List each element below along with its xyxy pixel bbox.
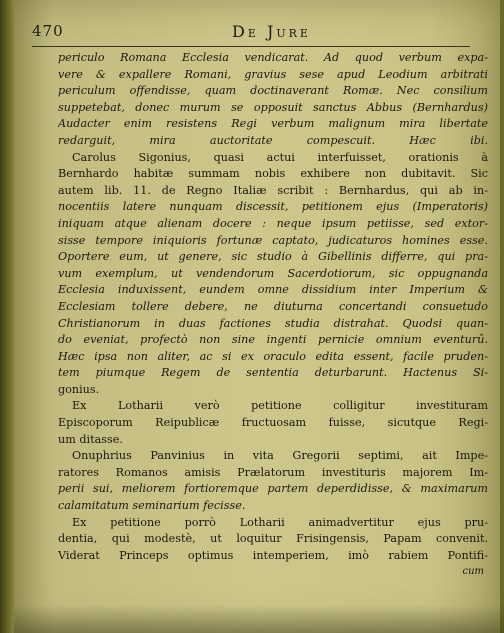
running-title: De Jure — [232, 22, 311, 41]
text-line: Ecclesia induxissent, eundem omne dissidium inter Imperium & — [58, 283, 488, 297]
page-header — [32, 22, 482, 46]
text-line: perii sui, meliorem fortioremque partem deperdidisse, & maximarum — [58, 482, 488, 496]
header-rule — [32, 46, 470, 47]
text-line: Hæc ipsa non aliter, ac si ex oraculo edita essent, facile pruden- — [58, 349, 488, 363]
catchword: cum — [462, 566, 484, 577]
text-line: Ex petitione porrò Lotharii animadvertitur ejus pru- — [72, 515, 488, 529]
text-line: autem lib. 11. de Regno Italiæ scribit : Bernhardus, qui ab in- — [58, 183, 488, 197]
text-line: Audacter enim resistens Regi verbum malignum mira libertate — [58, 117, 488, 131]
text-line: do eveniat, profectò non sine ingenti pernicie omnium eventurû. — [58, 333, 488, 347]
text-line: Ex Lotharii verò petitione colligitur investituram — [72, 399, 488, 413]
page-bottom-shadow — [14, 605, 504, 633]
text-line: Oportere eum, ut genere, sic studio à Gibellinis differre, qui pra- — [58, 250, 488, 264]
book-page — [14, 0, 500, 633]
text-line: Episcoporum Reipublicæ fructuosam fuisse, sicutque Regi- — [58, 416, 488, 430]
body-text — [58, 50, 488, 576]
text-line: vum exemplum, ut vendendorum Sacerdotiorum, sic oppugnanda — [58, 266, 488, 280]
text-line: periculo Romana Ecclesia vendicarat. Ad quod verbum expa- — [58, 51, 488, 64]
text-line: Carolus Sigonius, quasi actui interfuisset, orationis à — [72, 150, 488, 164]
text-line: redarguit, mira auctoritate compescuit. Hæc ibi. — [58, 133, 488, 147]
text-line: dentia, qui modestè, ut loquitur Frisingensis, Papam convenit. — [58, 532, 488, 546]
text-line: Onuphrius Panvinius in vita Gregorii septimi, ait Impe- — [72, 449, 488, 463]
text-line: vere & expallere Romani, gravius sese apud Leodium arbitrati — [58, 67, 488, 81]
text-line: gonius. — [58, 382, 100, 396]
text-line: tem piumque Regem de sententia deturbarunt. Hactenus Si- — [58, 366, 488, 380]
text-line: periculum offendisse, quam doctinaverant Romæ. Nec consilium — [58, 84, 488, 98]
text-line: ratores Romanos amisis Prælatorum investituris majorem Im- — [58, 465, 488, 479]
text-line: suppetebat, donec murum se opposuit sanctus Abbus (Bernhardus) — [58, 100, 488, 114]
text-line: Viderat Princeps optimus intemperiem, imò rabiem Pontifi- — [58, 548, 488, 562]
text-line: nocentiis latere nunquam discessit, petitionem ejus (Imperatoris) — [58, 200, 488, 214]
text-line: calamitatum seminarium fecisse. — [58, 499, 246, 513]
text-line: Christianorum in duas factiones studia distrahat. Quodsi quan- — [58, 316, 488, 330]
text-line: iniquam atque alienam docere : neque ipsum petiisse, sed extor- — [58, 216, 488, 230]
page-number: 470 — [32, 22, 64, 40]
binding-edge — [0, 0, 14, 633]
text-line: Ecclesiam tollere debere, ne diuturna concertandi consuetudo — [58, 299, 488, 313]
text-line: um ditasse. — [58, 432, 123, 446]
text-line: Bernhardo habitæ summam nobis exhibere non dubitavit. Sic — [58, 167, 488, 181]
text-line: sisse tempore iniquioris fortunæ captato, judicaturos homines esse. — [58, 233, 488, 247]
